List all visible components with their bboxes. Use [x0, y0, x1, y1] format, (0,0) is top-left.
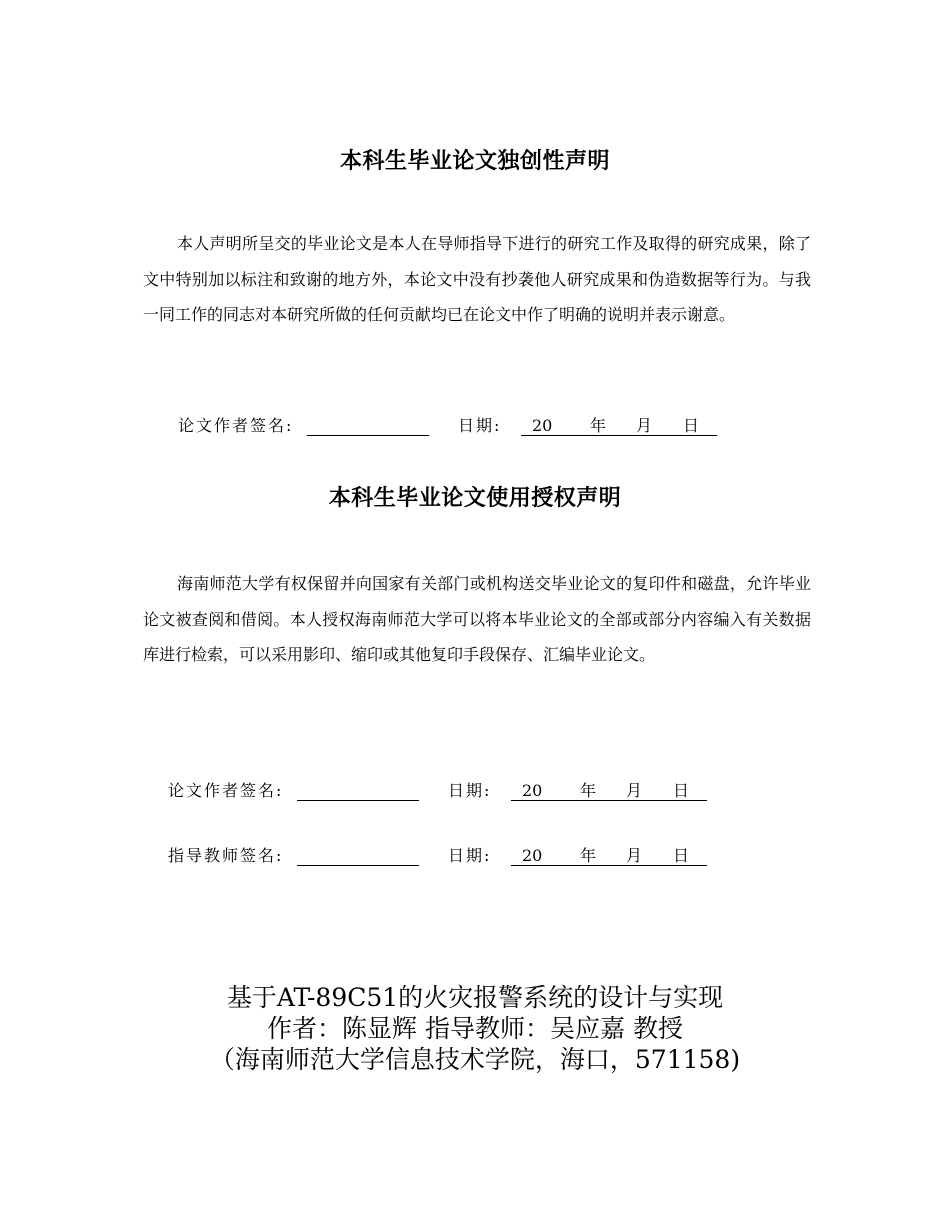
- date-month-label: 月: [626, 781, 643, 800]
- date-month-label: 月: [626, 846, 643, 865]
- author-signature-field[interactable]: [307, 414, 429, 436]
- author-signature-label: 论文作者签名:: [178, 416, 294, 435]
- date-year-prefix: 20: [532, 416, 553, 435]
- date-field[interactable]: [521, 414, 717, 436]
- originality-declaration-body: 本人声明所呈交的毕业论文是本人在导师指导下进行的研究工作及取得的研究成果，除了文中特别加以标注和致谢的地方外，本论文中没有抄袭他人研究成果和伪造数据等行为。与我一同工作的同志对本研究所做的任何贡献均已在论文中作了明确的说明并表示谢意。: [143, 234, 811, 324]
- date-field[interactable]: [511, 779, 707, 801]
- authorization-author-signature-row: [168, 779, 728, 803]
- thesis-authors: 作者：陈显辉 指导教师：吴应嘉 教授: [267, 1014, 683, 1043]
- date-year-label: 年: [590, 416, 607, 435]
- date-year-label: 年: [580, 846, 597, 865]
- date-year-prefix: 20: [522, 846, 543, 865]
- date-label: 日期:: [458, 416, 502, 435]
- authorization-declaration-title: 本科生毕业论文使用授权声明: [328, 486, 622, 511]
- author-signature-label: 论文作者签名:: [168, 781, 284, 800]
- date-month-label: 月: [636, 416, 653, 435]
- authorization-advisor-signature-row: [168, 844, 728, 868]
- authorization-declaration-body: 海南师范大学有权保留并向国家有关部门或机构送交毕业论文的复印件和磁盘，允许毕业论文被查阅和借阅。本人授权海南师范大学可以将本毕业论文的全部或部分内容编入有关数据库进行检索，可以采用影印、缩印或其他复印手段保存、汇编毕业论文。: [143, 574, 811, 664]
- author-signature-field[interactable]: [297, 779, 419, 801]
- date-field[interactable]: [511, 844, 707, 866]
- originality-signature-row: [178, 414, 738, 438]
- advisor-signature-field[interactable]: [297, 844, 419, 866]
- date-day-label: 日: [673, 781, 690, 800]
- thesis-title: 基于AT-89C51的火灾报警系统的设计与实现: [226, 983, 724, 1012]
- date-day-label: 日: [673, 846, 690, 865]
- date-label: 日期:: [448, 781, 492, 800]
- thesis-affiliation: （海南师范大学信息技术学院，海口，571158): [209, 1045, 741, 1074]
- originality-declaration-title: 本科生毕业论文独创性声明: [339, 149, 610, 174]
- date-day-label: 日: [683, 416, 700, 435]
- date-year-label: 年: [580, 781, 597, 800]
- date-year-prefix: 20: [522, 781, 543, 800]
- advisor-signature-label: 指导教师签名:: [168, 846, 284, 865]
- date-label: 日期:: [448, 846, 492, 865]
